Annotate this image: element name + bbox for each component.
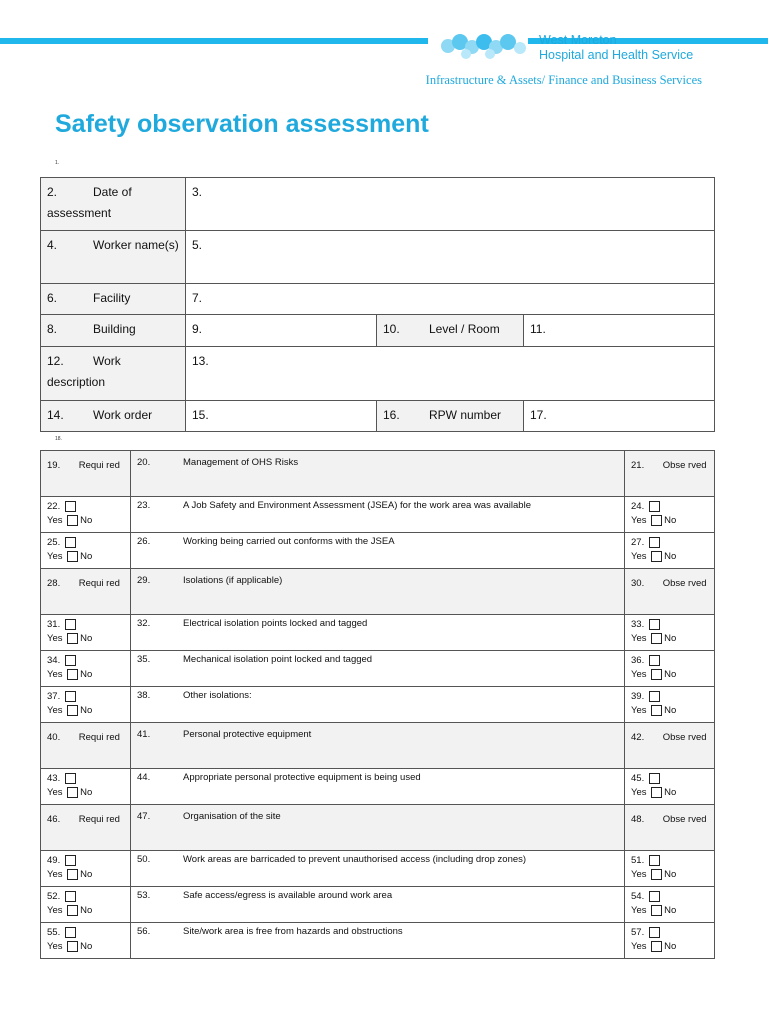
checklist-item-row xyxy=(41,533,715,569)
required-checkbox-cell: 31. Yes No xyxy=(41,615,131,651)
date-field[interactable]: 3. xyxy=(186,178,715,231)
required-checkbox-cell: 52. Yes No xyxy=(41,887,131,923)
checklist-item-row xyxy=(41,651,715,687)
checklist-question: 35. Mechanical isolation point locked and tagged xyxy=(131,651,625,687)
checklist-question: 50. Work areas are barricaded to prevent unauthorised access (including drop zones) xyxy=(131,851,625,887)
workorder-label-cell: 14. Work order xyxy=(41,401,186,432)
observed-yes-checkbox[interactable] xyxy=(649,691,660,702)
page-title: Safety observation assessment xyxy=(55,110,429,138)
observed-checkbox-cell: 51. Yes No xyxy=(625,851,715,887)
rpw-field[interactable]: 17. xyxy=(524,401,715,432)
required-no-checkbox[interactable] xyxy=(67,551,78,562)
info-row-facility xyxy=(41,284,715,315)
marker-18: 18. xyxy=(55,436,62,442)
required-yes-checkbox[interactable] xyxy=(65,619,76,630)
facility-field[interactable]: 7. xyxy=(186,284,715,315)
required-no-checkbox[interactable] xyxy=(67,905,78,916)
required-no-checkbox[interactable] xyxy=(67,869,78,880)
observed-no-checkbox[interactable] xyxy=(651,905,662,916)
observed-yes-checkbox[interactable] xyxy=(649,891,660,902)
required-checkbox-cell: 55. Yes No xyxy=(41,923,131,959)
assessment-info-table xyxy=(40,177,715,432)
section-header-row xyxy=(41,569,715,615)
required-yes-checkbox[interactable] xyxy=(65,855,76,866)
required-yes-checkbox[interactable] xyxy=(65,773,76,784)
section-title: 29. Isolations (if applicable) xyxy=(131,569,625,615)
required-checkbox-cell: 22. Yes No xyxy=(41,497,131,533)
required-no-checkbox[interactable] xyxy=(67,515,78,526)
workdesc-field[interactable]: 13. xyxy=(186,347,715,401)
observed-no-checkbox[interactable] xyxy=(651,515,662,526)
observed-no-checkbox[interactable] xyxy=(651,633,662,644)
required-header: 46. Requi red xyxy=(41,805,131,851)
checklist-item-row xyxy=(41,769,715,805)
required-yes-checkbox[interactable] xyxy=(65,927,76,938)
observed-yes-checkbox[interactable] xyxy=(649,619,660,630)
required-no-checkbox[interactable] xyxy=(67,705,78,716)
required-checkbox-cell: 37. Yes No xyxy=(41,687,131,723)
observation-checklist-table xyxy=(40,450,715,959)
observed-no-checkbox[interactable] xyxy=(651,869,662,880)
observed-no-checkbox[interactable] xyxy=(651,941,662,952)
required-no-checkbox[interactable] xyxy=(67,787,78,798)
checklist-question: 53. Safe access/egress is available around work area xyxy=(131,887,625,923)
section-title: 41. Personal protective equipment xyxy=(131,723,625,769)
checklist-question: 32. Electrical isolation points locked and tagged xyxy=(131,615,625,651)
info-row-workdesc xyxy=(41,347,715,401)
checklist-item-row xyxy=(41,497,715,533)
observed-checkbox-cell: 27. Yes No xyxy=(625,533,715,569)
checklist-question: 23. A Job Safety and Environment Assessment (JSEA) for the work area was available xyxy=(131,497,625,533)
required-no-checkbox[interactable] xyxy=(67,633,78,644)
checklist-item-row xyxy=(41,615,715,651)
observed-header: 48. Obse rved xyxy=(625,805,715,851)
observed-header: 30. Obse rved xyxy=(625,569,715,615)
checklist-question: 38. Other isolations: xyxy=(131,687,625,723)
info-row-building xyxy=(41,315,715,347)
checklist-item-row xyxy=(41,851,715,887)
observed-checkbox-cell: 54. Yes No xyxy=(625,887,715,923)
info-row-worker xyxy=(41,231,715,284)
header-bar-left xyxy=(0,38,428,44)
workdesc-label-cell: 12. Work description xyxy=(41,347,186,401)
required-checkbox-cell: 43. Yes No xyxy=(41,769,131,805)
observed-yes-checkbox[interactable] xyxy=(649,773,660,784)
required-checkbox-cell: 25. Yes No xyxy=(41,533,131,569)
hospital-logo-icon xyxy=(438,32,530,62)
observed-checkbox-cell: 45. Yes No xyxy=(625,769,715,805)
observed-yes-checkbox[interactable] xyxy=(649,501,660,512)
level-field[interactable]: 11. xyxy=(524,315,715,347)
required-yes-checkbox[interactable] xyxy=(65,655,76,666)
section-title: 47. Organisation of the site xyxy=(131,805,625,851)
workorder-field[interactable]: 15. xyxy=(186,401,377,432)
observed-yes-checkbox[interactable] xyxy=(649,927,660,938)
checklist-item-row xyxy=(41,687,715,723)
required-yes-checkbox[interactable] xyxy=(65,501,76,512)
rpw-label-cell: 16. RPW number xyxy=(377,401,524,432)
info-row-date xyxy=(41,178,715,231)
checklist-question: 26. Working being carried out conforms with the JSEA xyxy=(131,533,625,569)
observed-checkbox-cell: 57. Yes No xyxy=(625,923,715,959)
org-line-1: West Moreton xyxy=(539,33,617,47)
required-no-checkbox[interactable] xyxy=(67,669,78,680)
checklist-item-row xyxy=(41,887,715,923)
observed-checkbox-cell: 33. Yes No xyxy=(625,615,715,651)
building-label-cell: 8. Building xyxy=(41,315,186,347)
observed-yes-checkbox[interactable] xyxy=(649,655,660,666)
observed-header: 42. Obse rved xyxy=(625,723,715,769)
required-no-checkbox[interactable] xyxy=(67,941,78,952)
date-label-cell: 2. Date of assessment xyxy=(41,178,186,231)
required-checkbox-cell: 34. Yes No xyxy=(41,651,131,687)
observed-checkbox-cell: 39. Yes No xyxy=(625,687,715,723)
facility-label-cell: 6. Facility xyxy=(41,284,186,315)
required-yes-checkbox[interactable] xyxy=(65,537,76,548)
marker-1: 1. xyxy=(55,160,60,166)
section-header-row xyxy=(41,451,715,497)
department-subtitle: Infrastructure & Assets/ Finance and Business Services xyxy=(425,73,702,87)
checklist-question: 56. Site/work area is free from hazards and obstructions xyxy=(131,923,625,959)
checklist-question: 44. Appropriate personal protective equipment is being used xyxy=(131,769,625,805)
required-checkbox-cell: 49. Yes No xyxy=(41,851,131,887)
required-header: 19. Requi red xyxy=(41,451,131,497)
observed-checkbox-cell: 24. Yes No xyxy=(625,497,715,533)
required-yes-checkbox[interactable] xyxy=(65,691,76,702)
org-line-2: Hospital and Health Service xyxy=(539,48,694,62)
required-yes-checkbox[interactable] xyxy=(65,891,76,902)
section-title: 20. Management of OHS Risks xyxy=(131,451,625,497)
observed-no-checkbox[interactable] xyxy=(651,669,662,680)
observed-checkbox-cell: 36. Yes No xyxy=(625,651,715,687)
organisation-name xyxy=(539,33,693,63)
required-header: 40. Requi red xyxy=(41,723,131,769)
observed-no-checkbox[interactable] xyxy=(651,705,662,716)
building-field[interactable]: 9. xyxy=(186,315,377,347)
section-header-row xyxy=(41,723,715,769)
level-label-cell: 10. Level / Room xyxy=(377,315,524,347)
observed-header: 21. Obse rved xyxy=(625,451,715,497)
info-row-workorder xyxy=(41,401,715,432)
required-header: 28. Requi red xyxy=(41,569,131,615)
worker-field[interactable]: 5. xyxy=(186,231,715,284)
observed-yes-checkbox[interactable] xyxy=(649,537,660,548)
worker-label-cell: 4. Worker name(s) xyxy=(41,231,186,284)
section-header-row xyxy=(41,805,715,851)
observed-yes-checkbox[interactable] xyxy=(649,855,660,866)
observed-no-checkbox[interactable] xyxy=(651,551,662,562)
observed-no-checkbox[interactable] xyxy=(651,787,662,798)
checklist-item-row xyxy=(41,923,715,959)
